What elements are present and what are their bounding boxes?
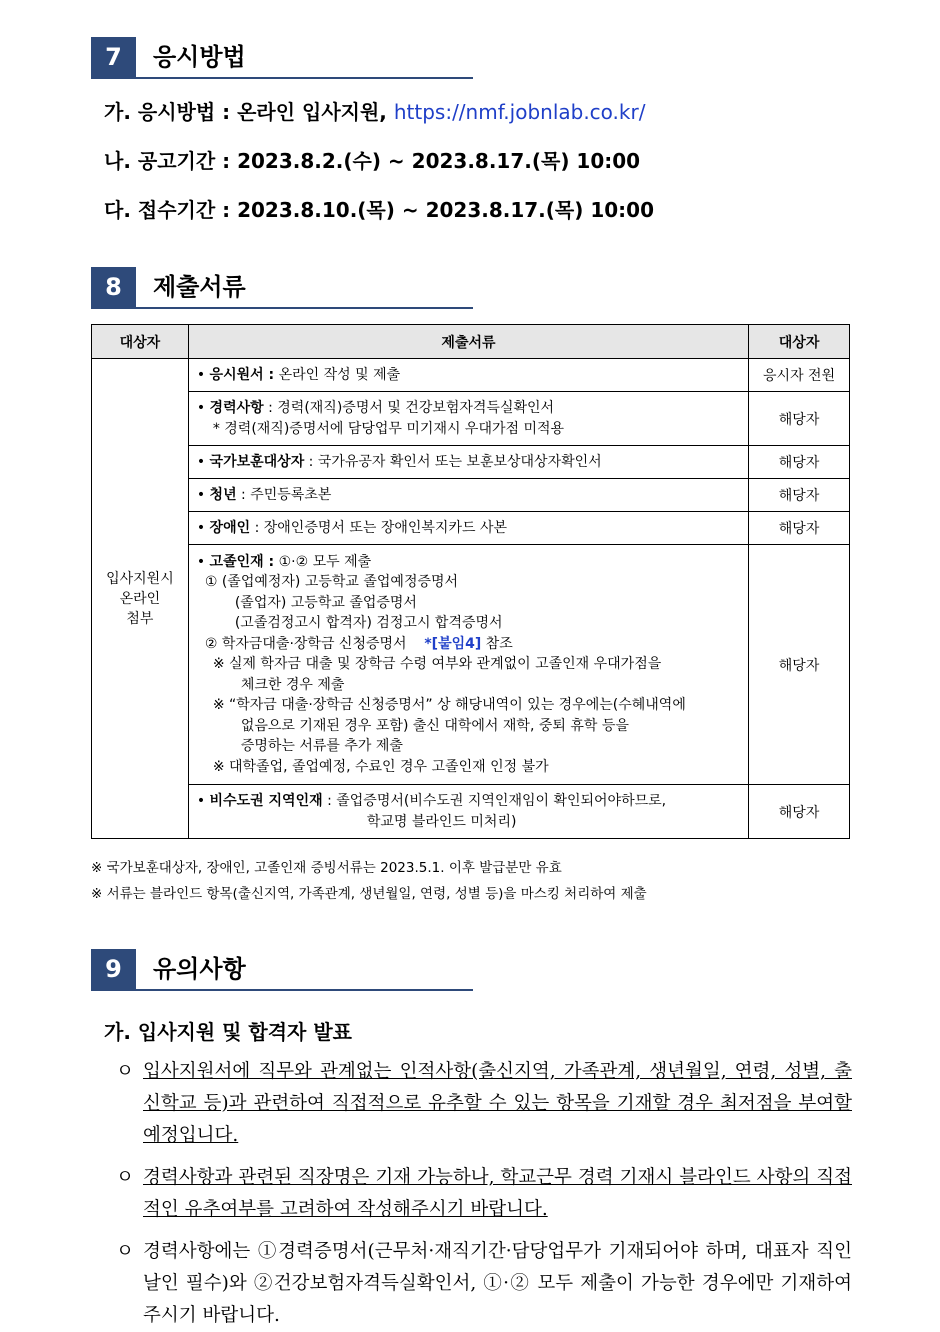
table-row [92, 359, 850, 392]
table-row [92, 446, 850, 479]
table-row [92, 545, 850, 785]
apply-link[interactable]: https://nmf.jobnlab.co.kr/ [393, 100, 646, 124]
bullet: ㅇ [116, 1167, 134, 1188]
doc-cell: • 국가보훈대상자 : 국가유공자 확인서 또는 보훈보상대상자확인서 [188, 446, 748, 479]
section-9-header [91, 949, 473, 991]
table-row [92, 785, 850, 839]
section-title: 응시방법 [153, 43, 246, 71]
doc-cell: • 고졸인재 : ①·② 모두 제출 ① (졸업예정자) 고등학교 졸업예정증명서 (졸업자) 고등학교 졸업증명서 (고졸검정고시 합격자) 검정고시 합격증명서 ② 학자금대출·장학금 신청증명서 *[붙임4] 참조 ※ 실제 학자금 대출 및 장학금 수령 여부와 관계없이 고졸인재 우대가점을 체크한 경우 제출 ※ “학자금 대출·장학금 신청증명서” 상 해당내역이 있는 경우에는(수혜내역에 없음으로 기재된 경우 포함) 출신 대학에서 재학, 중퇴 휴학 등을 증명하는 서류를 추가 제출 ※ 대학졸업, 졸업예정, 수료인 경우 고졸인재 인정 불가 [188, 545, 748, 785]
bullet: ㅇ [116, 1241, 134, 1262]
bullet: ㅇ [116, 1061, 134, 1082]
header-target-2: 대상자 [749, 325, 850, 359]
subheading: 가. 입사지원 및 합격자 발표 [104, 1020, 352, 1044]
section-7-header [91, 37, 473, 79]
target-cell: 해당자 [749, 785, 850, 839]
target-cell: 해당자 [749, 446, 850, 479]
target-cell: 응시자 전원 [749, 359, 850, 392]
section-number: 8 [91, 267, 136, 307]
target-cell: 해당자 [749, 392, 850, 446]
table-row [92, 512, 850, 545]
target-cell: 해당자 [749, 512, 850, 545]
documents-table [91, 324, 850, 839]
left-cell: 입사지원시 온라인 첨부 [92, 359, 189, 839]
section-title: 유의사항 [153, 955, 246, 983]
table-header-row [92, 325, 850, 359]
section-number: 9 [91, 949, 136, 989]
doc-cell: • 청년 : 주민등록초본 [188, 479, 748, 512]
method-line: 가. 응시방법 : 온라인 입사지원, https://nmf.jobnlab.co.kr/ [104, 100, 646, 124]
target-cell: 해당자 [749, 545, 850, 785]
table-row [92, 479, 850, 512]
doc-cell: • 응시원서 : 온라인 작성 및 제출 [188, 359, 748, 392]
doc-cell: • 장애인 : 장애인증명서 또는 장애인복지카드 사본 [188, 512, 748, 545]
notice-paragraph: ㅇ 입사지원서에 직무와 관계없는 인적사항(출신지역, 가족관계, 생년월일, 연령, 성별, 출신학교 등)과 관련하여 직접적으로 유추할 수 있는 항목을 기재할 경우 최저점을 부여할 예정입니다. [116, 1056, 852, 1152]
note-1: ※ 국가보훈대상자, 장애인, 고졸인재 증빙서류는 2023.5.1. 이후 발급분만 유효 [91, 860, 562, 876]
table-row [92, 392, 850, 446]
header-target: 대상자 [92, 325, 189, 359]
note-2: ※ 서류는 블라인드 항목(출신지역, 가족관계, 생년월일, 연령, 성별 등)을 마스킹 처리하여 제출 [91, 886, 647, 902]
application-period: 다. 접수기간 : 2023.8.10.(목) ~ 2023.8.17.(목) 10:00 [104, 198, 655, 222]
notice-paragraph: ㅇ 경력사항과 관련된 직장명은 기재 가능하나, 학교근무 경력 기재시 블라인드 사항의 직접적인 유추여부를 고려하여 작성해주시기 바랍니다. [116, 1162, 852, 1226]
posting-period: 나. 공고기간 : 2023.8.2.(수) ~ 2023.8.17.(목) 10:00 [104, 149, 641, 173]
header-documents: 제출서류 [188, 325, 748, 359]
section-title: 제출서류 [153, 273, 246, 301]
section-8-header [91, 267, 473, 309]
doc-cell: • 비수도권 지역인재 : 졸업증명서(비수도권 지역인재임이 확인되어야하므로, 학교명 블라인드 미처리) [188, 785, 748, 839]
section-number: 7 [91, 37, 136, 77]
doc-cell: • 경력사항 : 경력(재직)증명서 및 건강보험자격득실확인서 * 경력(재직)증명서에 담당업무 미기재시 우대가점 미적용 [188, 392, 748, 446]
notice-paragraph: ㅇ 경력사항에는 ①경력증명서(근무처·재직기간·담당업무가 기재되어야 하며, 대표자 직인 날인 필수)와 ②건강보험자격득실확인서, ①·② 모두 제출이 가능한 경우에만 기재하여 주시기 바랍니다. [116, 1236, 852, 1332]
target-cell: 해당자 [749, 479, 850, 512]
